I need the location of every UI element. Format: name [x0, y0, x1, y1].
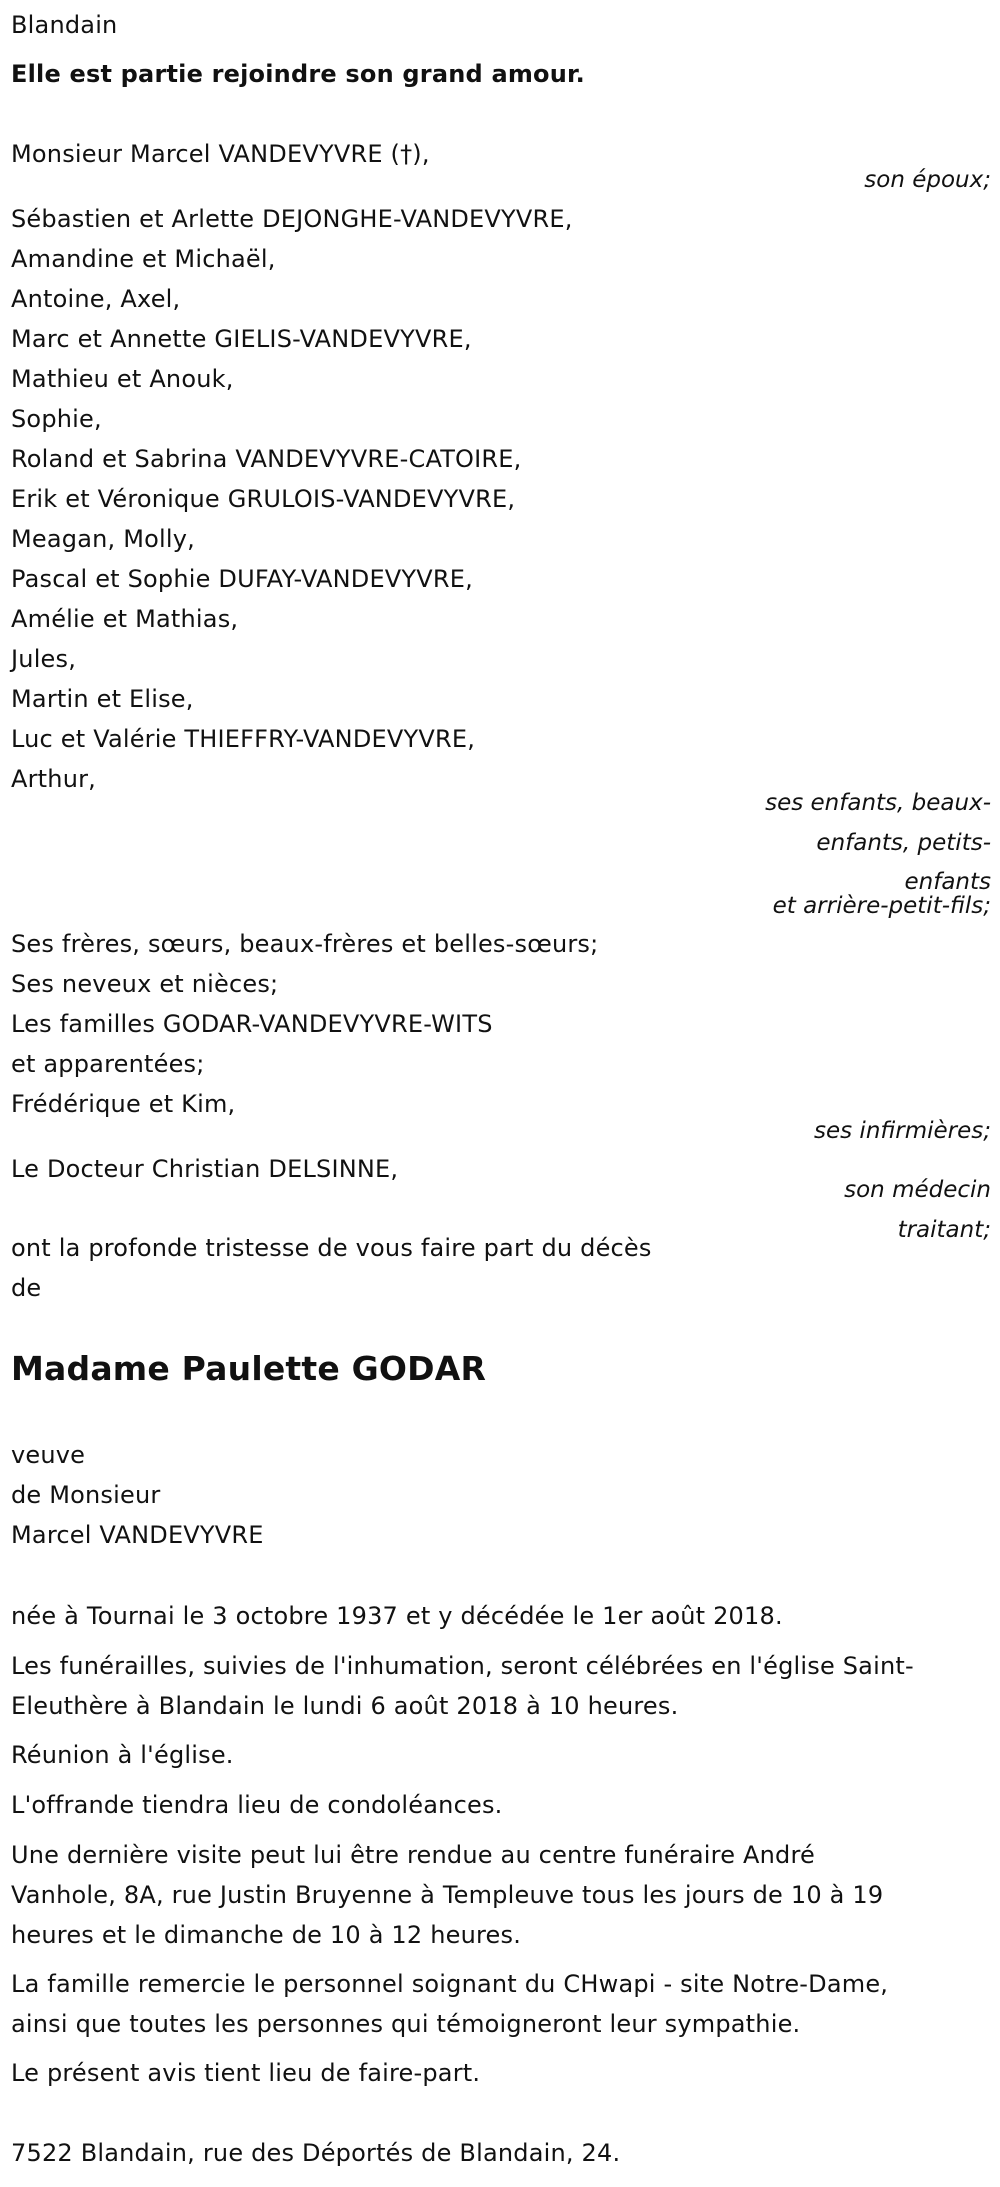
- family-line: Marc et Annette GIELIS-VANDEVYVRE,: [11, 325, 472, 353]
- detail-paragraph: heures et le dimanche de 10 à 12 heures.: [11, 1921, 522, 1949]
- announcement-line: ont la profonde tristesse de vous faire part du décès: [11, 1234, 652, 1262]
- family-line: Erik et Véronique GRULOIS-VANDEVYVRE,: [11, 485, 516, 513]
- family-line: Meagan, Molly,: [11, 525, 195, 553]
- detail-paragraph: Une dernière visite peut lui être rendue au centre funéraire André: [11, 1841, 815, 1869]
- relatives-line: Ses frères, sœurs, beaux-frères et belles-sœurs;: [11, 930, 599, 958]
- family-line: Amandine et Michaël,: [11, 245, 276, 273]
- spouse-name: Monsieur Marcel VANDEVYVRE (†),: [11, 140, 430, 168]
- children-role: ses enfants, beaux-: [765, 790, 991, 816]
- family-line: Sébastien et Arlette DEJONGHE-VANDEVYVRE,: [11, 205, 573, 233]
- doctor-role: son médecin: [844, 1177, 991, 1203]
- relatives-line: Frédérique et Kim,: [11, 1090, 236, 1118]
- family-line: Amélie et Mathias,: [11, 605, 239, 633]
- deceased-name: Madame Paulette GODAR: [11, 1349, 487, 1388]
- children-role: enfants, petits-: [816, 830, 991, 856]
- family-line: Pascal et Sophie DUFAY-VANDEVYVRE,: [11, 565, 473, 593]
- detail-paragraph: Eleuthère à Blandain le lundi 6 août 2018 à 10 heures.: [11, 1692, 679, 1720]
- doctor-name: Le Docteur Christian DELSINNE,: [11, 1155, 399, 1183]
- family-line: Luc et Valérie THIEFFRY-VANDEVYVRE,: [11, 725, 476, 753]
- detail-paragraph: Vanhole, 8A, rue Justin Bruyenne à Templeuve tous les jours de 10 à 19: [11, 1881, 884, 1909]
- family-line: Antoine, Axel,: [11, 285, 181, 313]
- widow-line: de Monsieur: [11, 1481, 161, 1509]
- detail-paragraph: née à Tournai le 3 octobre 1937 et y décédée le 1er août 2018.: [11, 1602, 783, 1630]
- children-role: enfants: [904, 869, 991, 895]
- children-role: et arrière-petit-fils;: [772, 893, 991, 919]
- location-heading: Blandain: [11, 11, 118, 39]
- detail-paragraph: Les funérailles, suivies de l'inhumation, seront célébrées en l'église Saint-: [11, 1652, 914, 1680]
- family-line: Arthur,: [11, 765, 97, 793]
- relatives-line: Les familles GODAR-VANDEVYVRE-WITS: [11, 1010, 493, 1038]
- widow-line: Marcel VANDEVYVRE: [11, 1521, 264, 1549]
- widow-line: veuve: [11, 1441, 86, 1469]
- announcement-line: de: [11, 1274, 42, 1302]
- relatives-line: et apparentées;: [11, 1050, 205, 1078]
- family-line: Mathieu et Anouk,: [11, 365, 234, 393]
- detail-paragraph: Réunion à l'église.: [11, 1741, 234, 1769]
- address-line: 7522 Blandain, rue des Déportés de Blandain, 24.: [11, 2139, 621, 2167]
- nurses-role: ses infirmières;: [814, 1118, 991, 1144]
- family-line: Sophie,: [11, 405, 102, 433]
- family-line: Martin et Elise,: [11, 685, 194, 713]
- family-line: Roland et Sabrina VANDEVYVRE-CATOIRE,: [11, 445, 522, 473]
- relatives-line: Ses neveux et nièces;: [11, 970, 279, 998]
- detail-paragraph: La famille remercie le personnel soignant du CHwapi - site Notre-Dame,: [11, 1970, 889, 1998]
- intro-sentence: Elle est partie rejoindre son grand amour.: [11, 60, 585, 88]
- detail-paragraph: Le présent avis tient lieu de faire-part.: [11, 2059, 481, 2087]
- doctor-role: traitant;: [897, 1217, 991, 1243]
- detail-paragraph: L'offrande tiendra lieu de condoléances.: [11, 1791, 503, 1819]
- family-line: Jules,: [11, 645, 77, 673]
- spouse-role: son époux;: [864, 167, 991, 193]
- detail-paragraph: ainsi que toutes les personnes qui témoigneront leur sympathie.: [11, 2010, 801, 2038]
